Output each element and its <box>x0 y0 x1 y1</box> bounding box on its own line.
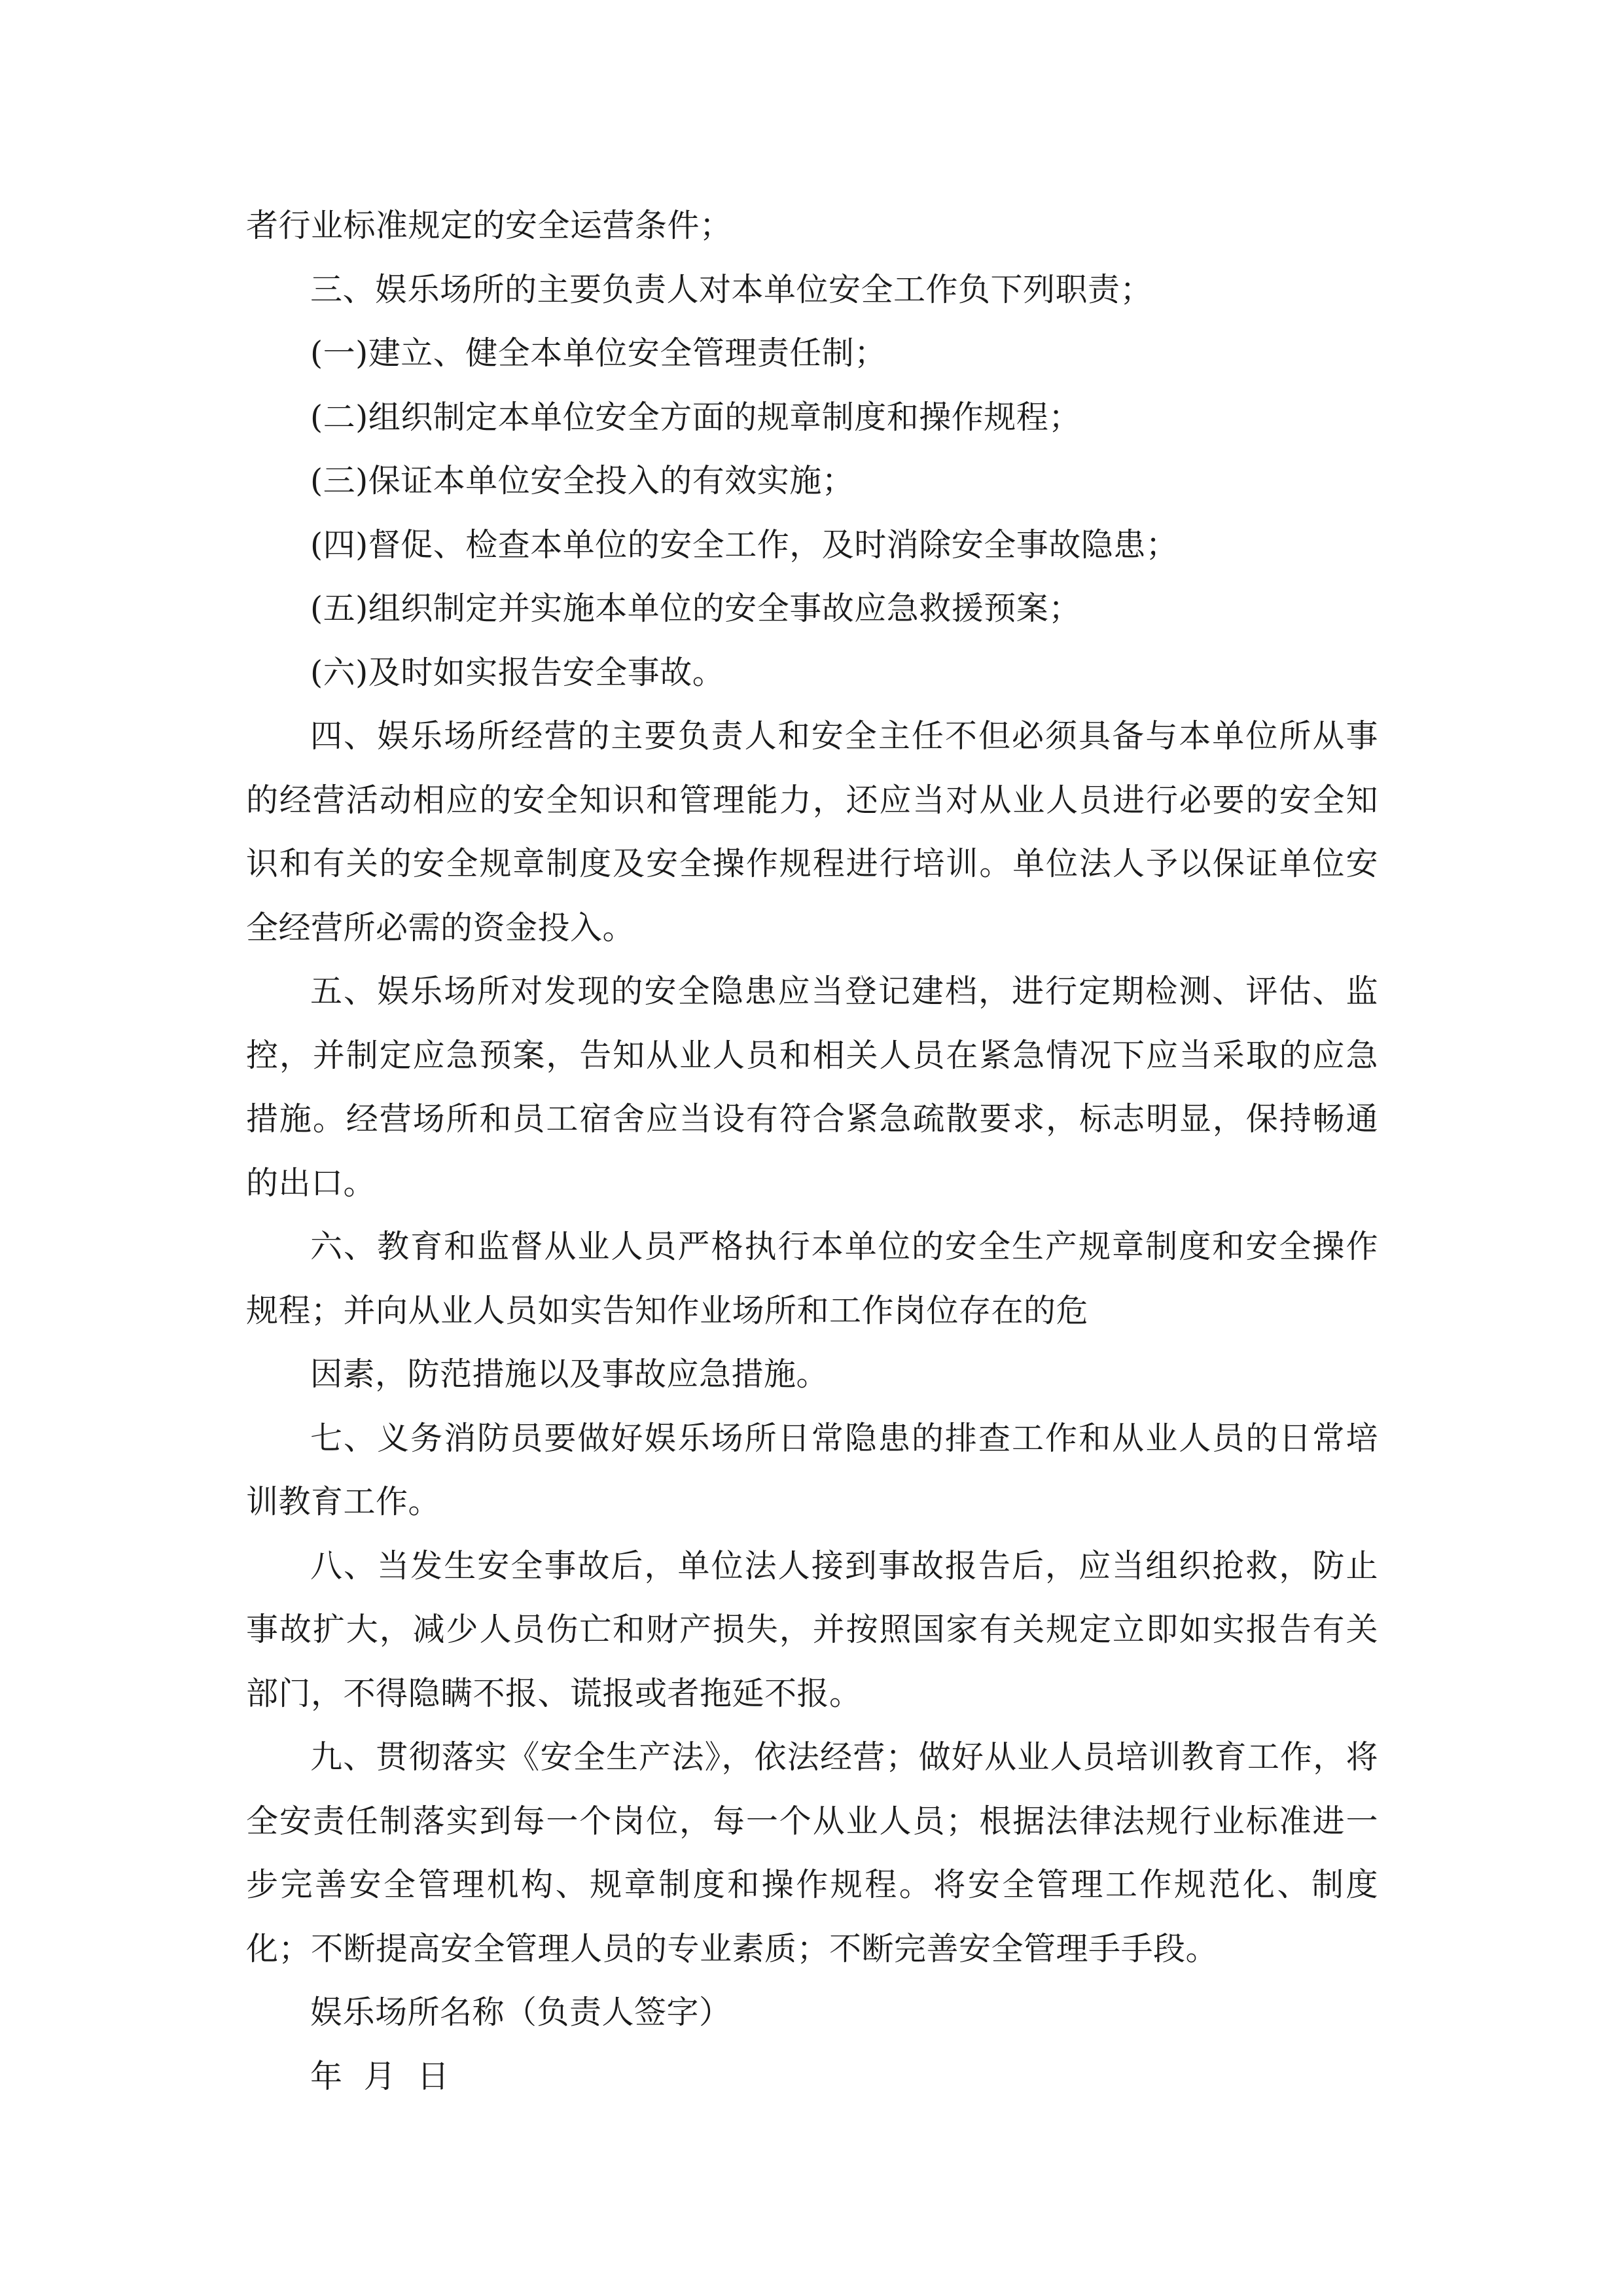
paragraph-article-6-continued: 因素，防范措施以及事故应急措施。 <box>310 1355 829 1393</box>
paragraph-article-4: 四、娱乐场所经营的主要负责人和安全主任不但必须具备与本单位所从事的经营活动相应的安全知识和管理能力，还应当对从业人员进行必要的安全知识和有关的安全规章制度及安全操作规程进行培训。单位法人予以保证单位安全经营所必需的资金投入。 <box>246 717 1378 946</box>
paragraph-item-3: (三)保证本单位安全投入的有效实施； <box>310 462 855 499</box>
paragraph-item-5: (五)组织制定并实施本单位的安全事故应急救援预案； <box>310 590 1081 627</box>
paragraph-item-1: (一)建立、健全本单位安全管理责任制； <box>310 334 887 372</box>
paragraph-item-6: (六)及时如实报告安全事故。 <box>310 653 725 691</box>
paragraph-item-4: (四)督促、检查本单位的安全工作，及时消除安全事故隐患； <box>310 526 1179 564</box>
paragraph-article-3: 三、娱乐场所的主要负责人对本单位安全工作负下列职责； <box>310 270 1153 308</box>
document-page <box>246 194 1378 2108</box>
paragraph-article-9: 九、贯彻落实《安全生产法》，依法经营；做好从业人员培训教育工作，将全安责任制落实到每一个岗位，每一个从业人员；根据法律法规行业标准进一步完善安全管理机构、规章制度和操作规程。将安全管理工作规范化、制度化；不断提高安全管理人员的专业素质；不断完善安全管理手手段。 <box>246 1738 1378 1967</box>
paragraph-article-6: 六、教育和监督从业人员严格执行本单位的安全生产规章制度和安全操作规程；并向从业人员如实告知作业场所和工作岗位存在的危 <box>246 1228 1378 1329</box>
paragraph-article-8: 八、当发生安全事故后，单位法人接到事故报告后，应当组织抢救，防止事故扩大，减少人员伤亡和财产损失，并按照国家有关规定立即如实报告有关部门，不得隐瞒不报、谎报或者拖延不报。 <box>246 1547 1378 1712</box>
paragraph-continuation: 者行业标准规定的安全运营条件； <box>246 207 732 244</box>
date-line: 年 月 日 <box>310 2057 450 2095</box>
paragraph-item-2: (二)组织制定本单位安全方面的规章制度和操作规程； <box>310 398 1081 436</box>
signature-line: 娱乐场所名称（负责人签字） <box>310 1994 732 2031</box>
paragraph-article-7: 七、义务消防员要做好娱乐场所日常隐患的排查工作和从业人员的日常培训教育工作。 <box>246 1419 1378 1520</box>
paragraph-article-5: 五、娱乐场所对发现的安全隐患应当登记建档，进行定期检测、评估、监控，并制定应急预案，告知从业人员和相关人员在紧急情况下应当采取的应急措施。经营场所和员工宿舍应当设有符合紧急疏散要求，标志明显，保持畅通的出口。 <box>246 973 1378 1202</box>
